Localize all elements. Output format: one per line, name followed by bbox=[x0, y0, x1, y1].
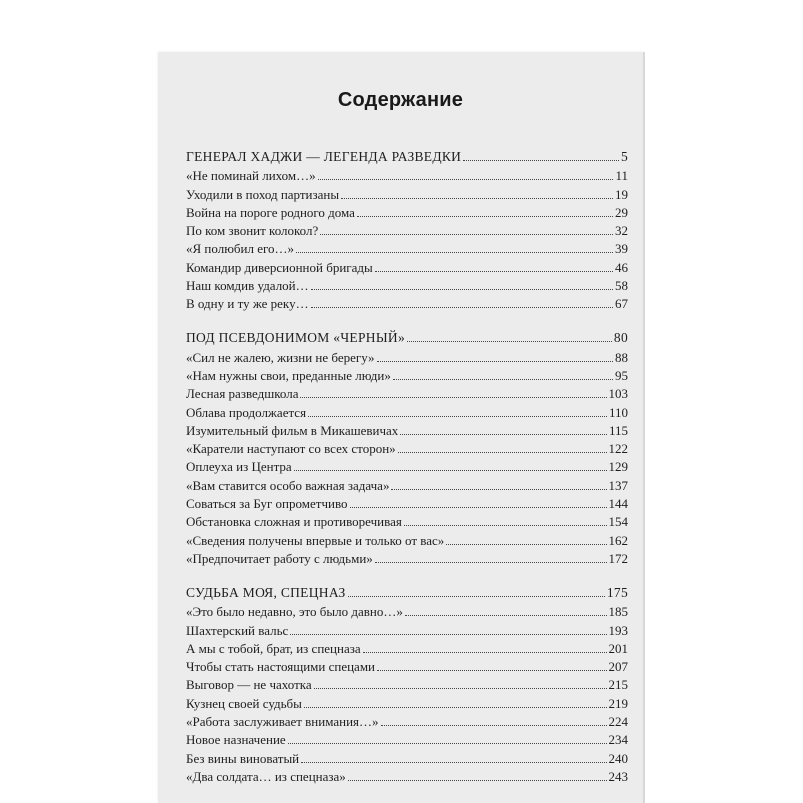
page-edge bbox=[643, 52, 645, 803]
dot-leader bbox=[314, 688, 607, 689]
toc-chapter-entry-title: «Два солдата… из спецназа» bbox=[186, 768, 346, 784]
toc-chapter-entry-title: Облава продолжается bbox=[186, 404, 307, 420]
toc-chapter-entry bbox=[186, 638, 628, 656]
toc-chapter-entry bbox=[186, 711, 628, 729]
toc-chapter-entry-page-number: 29 bbox=[615, 204, 628, 220]
toc-chapter-entry bbox=[186, 601, 628, 619]
toc-chapter-entry bbox=[186, 438, 628, 456]
toc-chapter-entry-page-number: 67 bbox=[615, 296, 628, 312]
toc-chapter-entry bbox=[186, 238, 628, 256]
toc-part-heading-title: СУДЬБА МОЯ, СПЕЦНАЗ bbox=[186, 584, 346, 600]
toc-chapter-entry bbox=[186, 220, 628, 238]
toc-chapter-entry bbox=[186, 493, 628, 511]
toc-chapter-entry bbox=[186, 346, 628, 364]
toc-part-heading bbox=[186, 319, 628, 345]
dot-leader bbox=[393, 379, 613, 380]
toc-chapter-entry-page-number: 122 bbox=[608, 441, 628, 457]
toc-chapter-entry-title: В одну и ту же реку… bbox=[186, 296, 309, 312]
toc-chapter-entry bbox=[186, 420, 628, 438]
toc-chapter-entry bbox=[186, 365, 628, 383]
toc-chapter-entry bbox=[186, 474, 628, 492]
dot-leader bbox=[446, 544, 606, 545]
toc-chapter-entry-title: Без вины виноватый bbox=[186, 750, 300, 766]
toc-chapter-entry-title: «Нам нужны свои, преданные люди» bbox=[186, 367, 391, 383]
dot-leader bbox=[405, 615, 607, 616]
toc-chapter-entry-page-number: 224 bbox=[608, 714, 628, 730]
toc-chapter-entry-title: Чтобы стать настоящими спецами bbox=[186, 659, 376, 675]
toc-part-heading bbox=[186, 574, 628, 600]
toc-part-heading bbox=[186, 138, 628, 164]
toc-chapter-entry-title: Кузнец своей судьбы bbox=[186, 695, 302, 711]
toc-chapter-entry-page-number: 162 bbox=[608, 532, 628, 548]
dot-leader bbox=[400, 434, 607, 435]
toc-chapter-entry-title: «Предпочитает работу с людьми» bbox=[186, 550, 373, 566]
toc-chapter-entry-title: Оплеуха из Центра bbox=[186, 459, 292, 475]
toc-chapter-entry-page-number: 39 bbox=[615, 241, 628, 257]
toc-chapter-entry-page-number: 103 bbox=[608, 386, 628, 402]
toc-chapter-entry-page-number: 240 bbox=[608, 750, 628, 766]
toc-chapter-entry-page-number: 19 bbox=[615, 186, 628, 202]
toc-chapter-entry-title: Новое назначение bbox=[186, 732, 286, 748]
dot-leader bbox=[348, 780, 607, 781]
dot-leader bbox=[391, 489, 606, 490]
toc-chapter-entry-title: Обстановка сложная и противоречивая bbox=[186, 514, 402, 530]
toc-chapter-entry bbox=[186, 674, 628, 692]
dot-leader bbox=[350, 507, 607, 508]
toc-chapter-entry bbox=[186, 729, 628, 747]
toc-chapter-entry bbox=[186, 619, 628, 637]
dot-leader bbox=[311, 289, 613, 290]
dot-leader bbox=[377, 361, 613, 362]
toc-chapter-entry-page-number: 95 bbox=[615, 367, 628, 383]
toc-chapter-entry-title: А мы с тобой, брат, из спецназа bbox=[186, 640, 361, 656]
toc-chapter-entry-title: «Не поминай лихом…» bbox=[186, 168, 316, 184]
dot-leader bbox=[341, 198, 613, 199]
dot-leader bbox=[311, 307, 613, 308]
dot-leader bbox=[375, 271, 613, 272]
toc-chapter-entry-page-number: 185 bbox=[608, 604, 628, 620]
dot-leader bbox=[407, 341, 612, 342]
toc-chapter-entry-page-number: 234 bbox=[608, 732, 628, 748]
toc-chapter-entry bbox=[186, 548, 628, 566]
dot-leader bbox=[288, 743, 607, 744]
dot-leader bbox=[375, 562, 607, 563]
toc-chapter-entry-page-number: 32 bbox=[615, 223, 628, 239]
dot-leader bbox=[381, 725, 607, 726]
toc-chapter-entry-page-number: 144 bbox=[608, 496, 628, 512]
toc-chapter-entry-title: Командир диверсионной бригады bbox=[186, 259, 373, 275]
toc-chapter-entry bbox=[186, 256, 628, 274]
toc-chapter-entry bbox=[186, 202, 628, 220]
dot-leader bbox=[290, 634, 606, 635]
toc-chapter-entry-title: Выговор — не чахотка bbox=[186, 677, 312, 693]
toc-chapter-entry-title: Лесная разведшкола bbox=[186, 386, 299, 402]
toc-chapter-entry-title: По ком звонит колокол? bbox=[186, 223, 319, 239]
dot-leader bbox=[357, 216, 613, 217]
table-of-contents bbox=[186, 138, 628, 784]
toc-part-heading-page-number: 80 bbox=[613, 330, 628, 346]
toc-chapter-entry-page-number: 207 bbox=[608, 659, 628, 675]
dot-leader bbox=[463, 160, 619, 161]
toc-chapter-entry-page-number: 110 bbox=[608, 404, 628, 420]
toc-part-heading-title: ПОД ПСЕВДОНИМОМ «ЧЕРНЫЙ» bbox=[186, 330, 405, 346]
dot-leader bbox=[296, 252, 613, 253]
dot-leader bbox=[320, 234, 613, 235]
toc-chapter-entry-title: «Это было недавно, это было давно…» bbox=[186, 604, 403, 620]
toc-chapter-entry-page-number: 11 bbox=[615, 168, 628, 184]
toc-chapter-entry-title: «Работа заслуживает внимания…» bbox=[186, 714, 379, 730]
toc-chapter-entry bbox=[186, 692, 628, 710]
dot-leader bbox=[398, 452, 607, 453]
toc-chapter-entry-page-number: 201 bbox=[608, 640, 628, 656]
toc-chapter-entry-page-number: 215 bbox=[608, 677, 628, 693]
toc-chapter-entry bbox=[186, 456, 628, 474]
toc-chapter-entry-page-number: 129 bbox=[608, 459, 628, 475]
dot-leader bbox=[363, 652, 607, 653]
toc-chapter-entry-title: «Я полюбил его…» bbox=[186, 241, 294, 257]
dot-leader bbox=[294, 470, 607, 471]
toc-chapter-entry-page-number: 172 bbox=[608, 550, 628, 566]
toc-chapter-entry-page-number: 115 bbox=[608, 422, 628, 438]
toc-chapter-entry bbox=[186, 511, 628, 529]
toc-chapter-entry bbox=[186, 656, 628, 674]
toc-part-heading-title: ГЕНЕРАЛ ХАДЖИ — ЛЕГЕНДА РАЗВЕДКИ bbox=[186, 149, 462, 164]
toc-chapter-entry bbox=[186, 383, 628, 401]
toc-chapter-entry-page-number: 46 bbox=[615, 259, 628, 275]
dot-leader bbox=[300, 397, 606, 398]
dot-leader bbox=[318, 179, 614, 180]
toc-chapter-entry-title: Уходили в поход партизаны bbox=[186, 186, 340, 202]
toc-chapter-entry-title: «Вам ставится особо важная задача» bbox=[186, 477, 390, 493]
toc-chapter-entry bbox=[186, 275, 628, 293]
toc-chapter-entry bbox=[186, 766, 628, 784]
dot-leader bbox=[308, 416, 607, 417]
toc-chapter-entry-title: «Сведения получены впервые и только от вас» bbox=[186, 532, 445, 548]
dot-leader bbox=[404, 525, 607, 526]
toc-chapter-entry bbox=[186, 183, 628, 201]
toc-chapter-entry-page-number: 193 bbox=[608, 622, 628, 638]
toc-chapter-entry-title: «Каратели наступают со всех сторон» bbox=[186, 441, 396, 457]
toc-chapter-entry bbox=[186, 401, 628, 419]
toc-chapter-entry bbox=[186, 529, 628, 547]
toc-part-heading-page-number: 5 bbox=[620, 149, 628, 164]
page-title: Содержание bbox=[337, 89, 464, 111]
dot-leader bbox=[377, 670, 606, 671]
toc-chapter-entry-title: «Сил не жалею, жизни не берегу» bbox=[186, 349, 375, 365]
toc-chapter-entry-page-number: 58 bbox=[615, 278, 628, 294]
toc-chapter-entry-title: Война на пороге родного дома bbox=[186, 204, 355, 220]
toc-chapter-entry-page-number: 88 bbox=[615, 349, 628, 365]
dot-leader bbox=[301, 762, 606, 763]
toc-chapter-entry-title: Наш комдив удалой… bbox=[186, 278, 309, 294]
dot-leader bbox=[348, 596, 605, 597]
toc-chapter-entry bbox=[186, 747, 628, 765]
toc-chapter-entry-title: Изумительный фильм в Микашевичах bbox=[186, 422, 399, 438]
dot-leader bbox=[304, 707, 607, 708]
toc-chapter-entry-title: Шахтерский вальс bbox=[186, 622, 289, 638]
toc-chapter-entry-page-number: 154 bbox=[608, 514, 628, 530]
toc-chapter-entry-page-number: 243 bbox=[608, 768, 628, 784]
toc-chapter-entry-page-number: 137 bbox=[608, 477, 628, 493]
toc-chapter-entry bbox=[186, 293, 628, 311]
toc-part-heading-page-number: 175 bbox=[606, 584, 628, 600]
toc-chapter-entry-title: Соваться за Буг опрометчиво bbox=[186, 496, 348, 512]
toc-chapter-entry-page-number: 219 bbox=[608, 695, 628, 711]
toc-chapter-entry bbox=[186, 165, 628, 183]
